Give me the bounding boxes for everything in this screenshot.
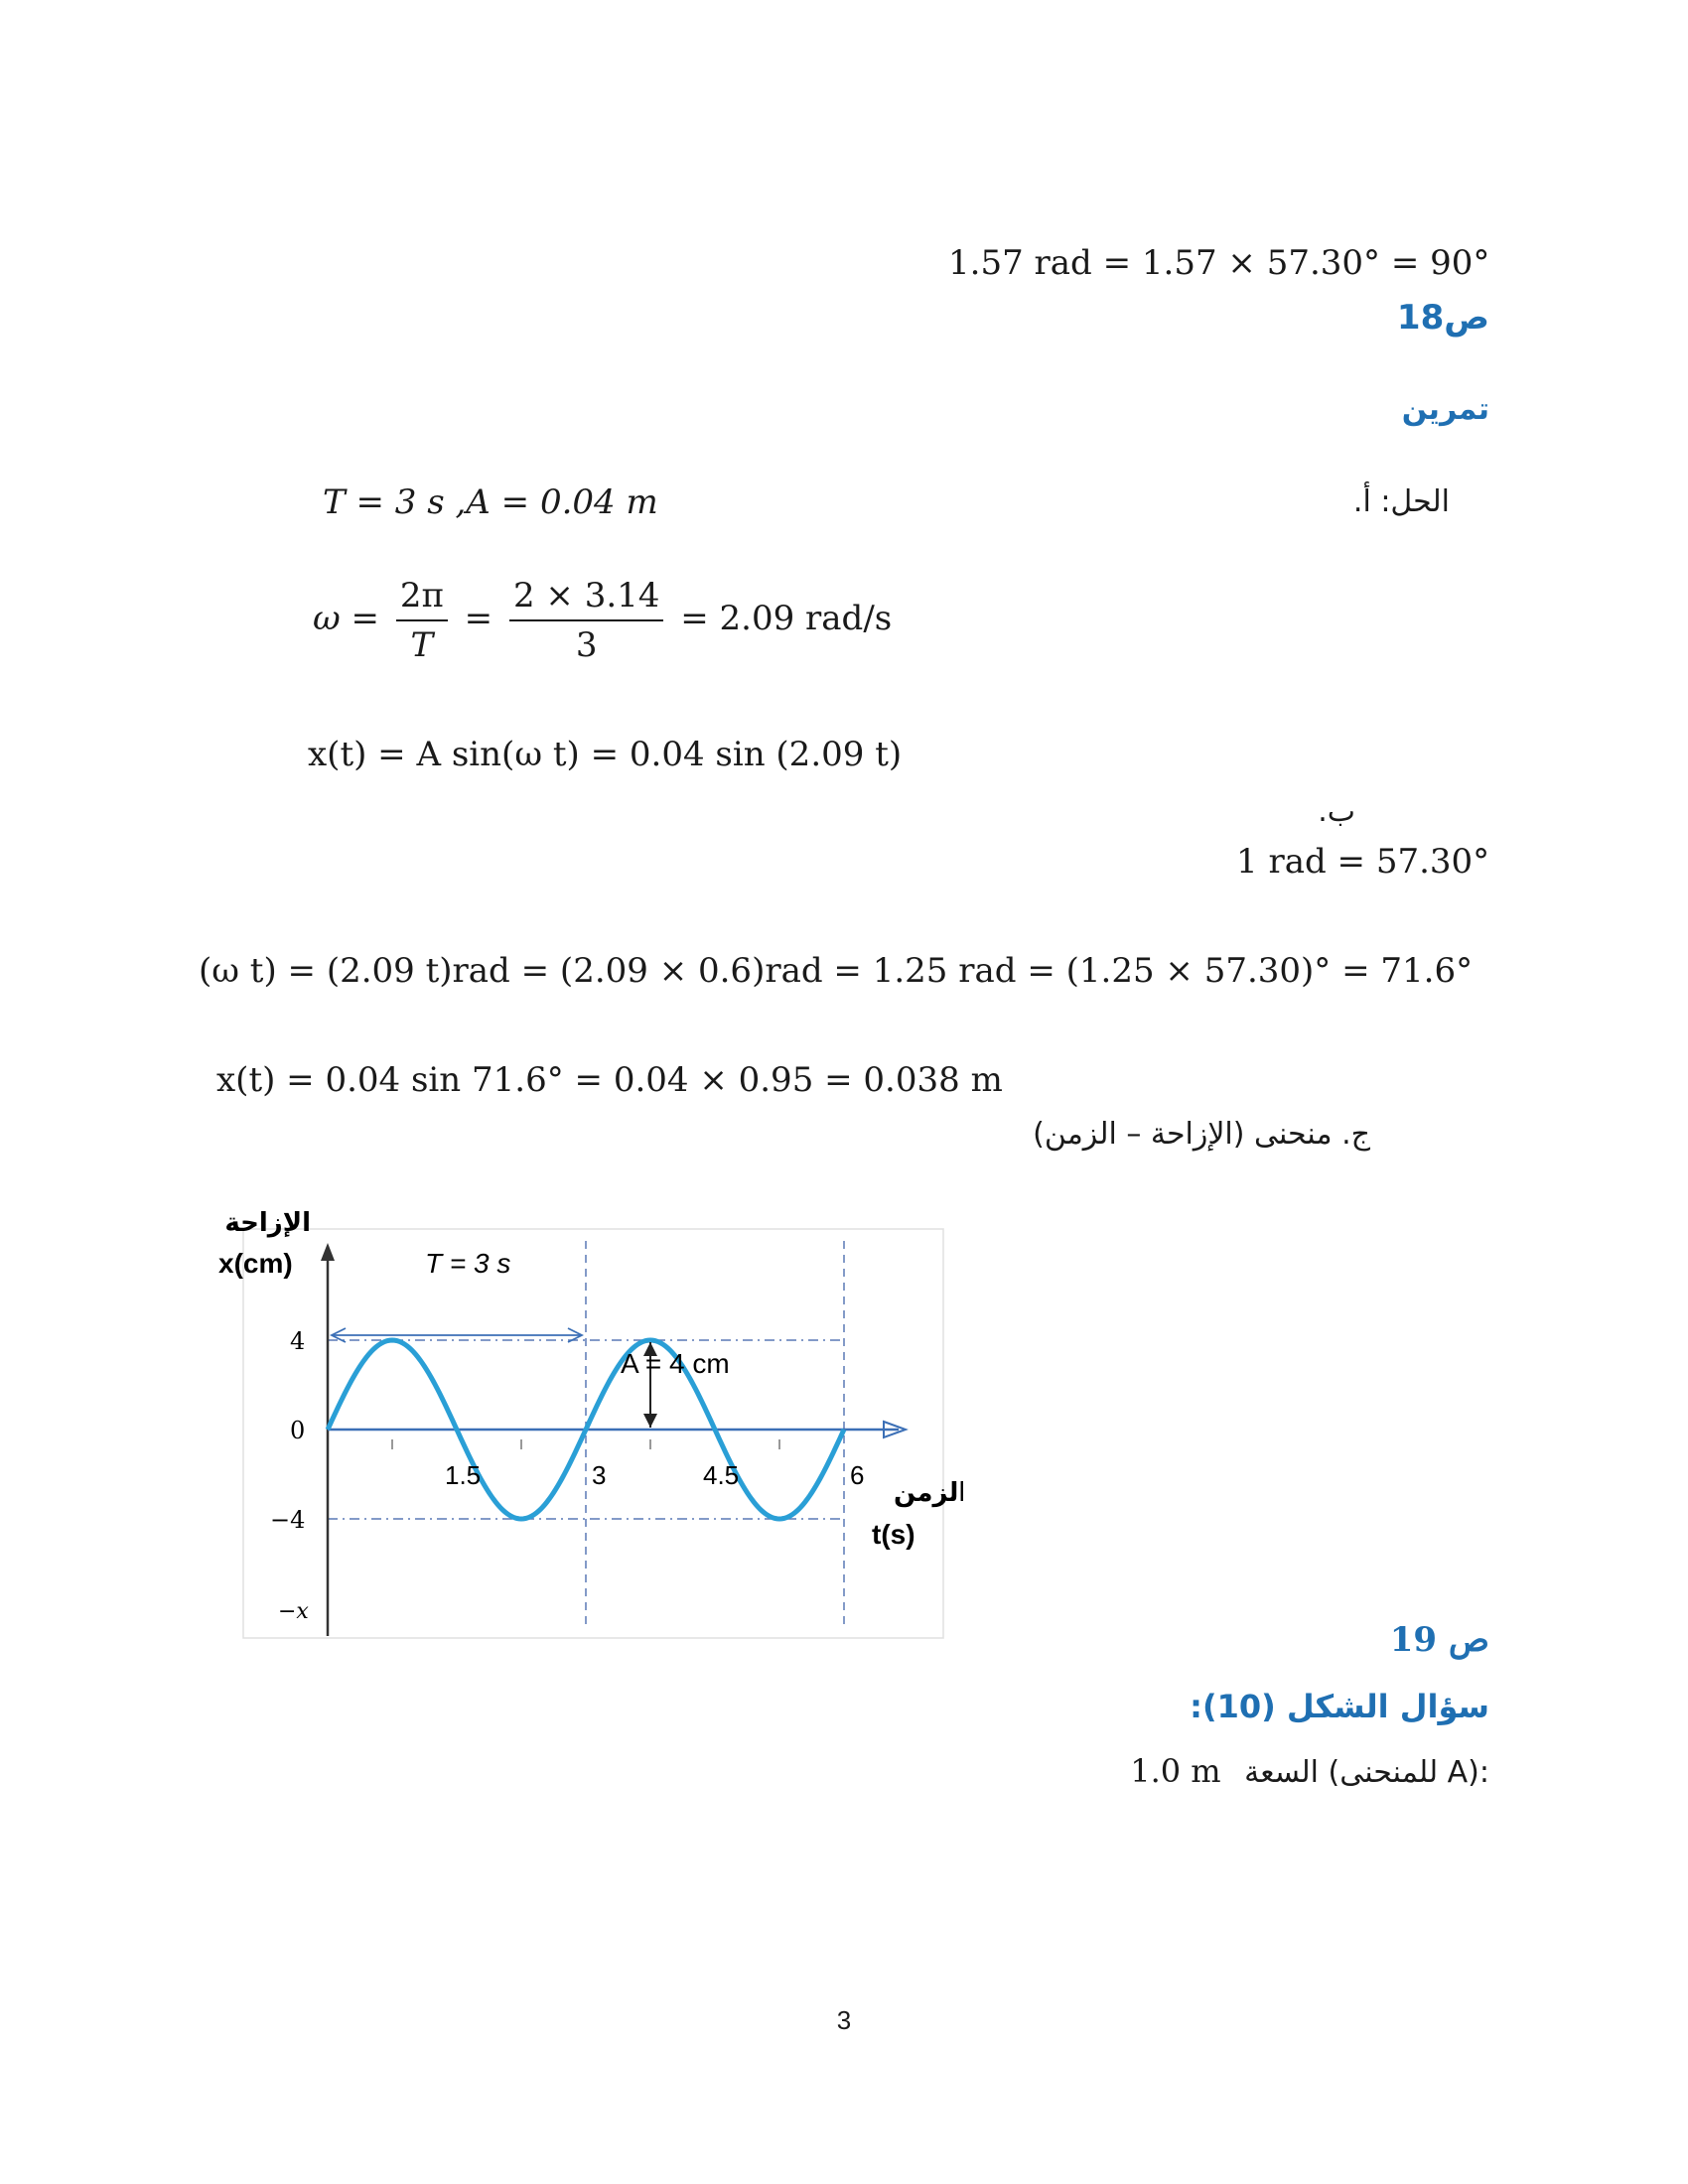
exercise-heading: تمرين: [1401, 392, 1489, 427]
part-b-label: ب.: [1318, 794, 1355, 829]
page-number: 3: [836, 2005, 852, 2035]
y-tick-label: 4: [290, 1327, 306, 1355]
x-axis-label: t(s): [872, 1519, 915, 1550]
displacement-time-graph: [209, 1191, 963, 1648]
negative-x-label: −x: [278, 1599, 309, 1624]
amplitude-answer-value: 1.0 m: [1130, 1752, 1221, 1790]
amplitude-answer-line: [1130, 1752, 1489, 1790]
page-19-label: ص 19: [1389, 1620, 1489, 1660]
period-label: T = 3 s: [425, 1248, 511, 1279]
solution-part-a-label: الحل: أ.: [1352, 484, 1450, 519]
fraction-2-denominator: 3: [575, 625, 598, 665]
x-axis-arabic-label: الزمن: [894, 1478, 963, 1508]
y-axis-label: x(cm): [218, 1248, 293, 1279]
omega-equals: =: [464, 599, 493, 638]
amplitude-label: A = 4 cm: [621, 1348, 730, 1379]
omega-lhs: ω =: [313, 599, 380, 638]
fraction-1-numerator: 2π: [396, 576, 448, 621]
amplitude-answer-label: السعة (للمنحنى A):: [1244, 1755, 1489, 1790]
y-axis-arabic-label: الإزاحة: [224, 1208, 311, 1238]
displacement-value-calculation: x(t) = 0.04 sin 71.6° = 0.04 × 0.95 = 0.038 m: [216, 1060, 1003, 1100]
omega-t-calculation: (ω t) = (2.09 t)rad = (2.09 × 0.6)rad = 1.25 rad = (1.25 × 57.30)° = 71.6°: [199, 951, 1474, 991]
y-tick-label: −4: [270, 1506, 306, 1534]
displacement-function: x(t) = A sin(ω t) = 0.04 sin (2.09 t): [308, 735, 903, 774]
x-tick-label: 3: [592, 1460, 607, 1490]
x-tick-label: 6: [850, 1460, 865, 1490]
page-18-label: ص18: [1396, 298, 1489, 338]
figure-question-heading: سؤال الشكل (10):: [1190, 1688, 1489, 1725]
omega-fraction-1: [396, 576, 448, 665]
graph-svg: [209, 1191, 963, 1648]
x-tick-label: 1.5: [445, 1460, 482, 1490]
equation-rad-to-degree-90: 1.57 rad = 1.57 × 57.30° = 90°: [948, 243, 1490, 283]
x-tick-label: 4.5: [703, 1460, 740, 1490]
given-values-equation: T = 3 s ,A = 0.04 m: [323, 482, 658, 522]
radian-conversion: 1 rad = 57.30°: [1236, 842, 1490, 882]
fraction-2-numerator: 2 × 3.14: [509, 576, 663, 621]
part-c-label: ج. منحنى (الإزاحة – الزمن): [1033, 1117, 1370, 1152]
graph-frame: [243, 1229, 943, 1638]
fraction-1-denominator: T: [410, 625, 434, 665]
omega-result: = 2.09 rad/s: [680, 599, 893, 638]
omega-equation: [313, 576, 892, 665]
y-tick-label: 0: [290, 1417, 306, 1444]
omega-fraction-2: [509, 576, 663, 665]
